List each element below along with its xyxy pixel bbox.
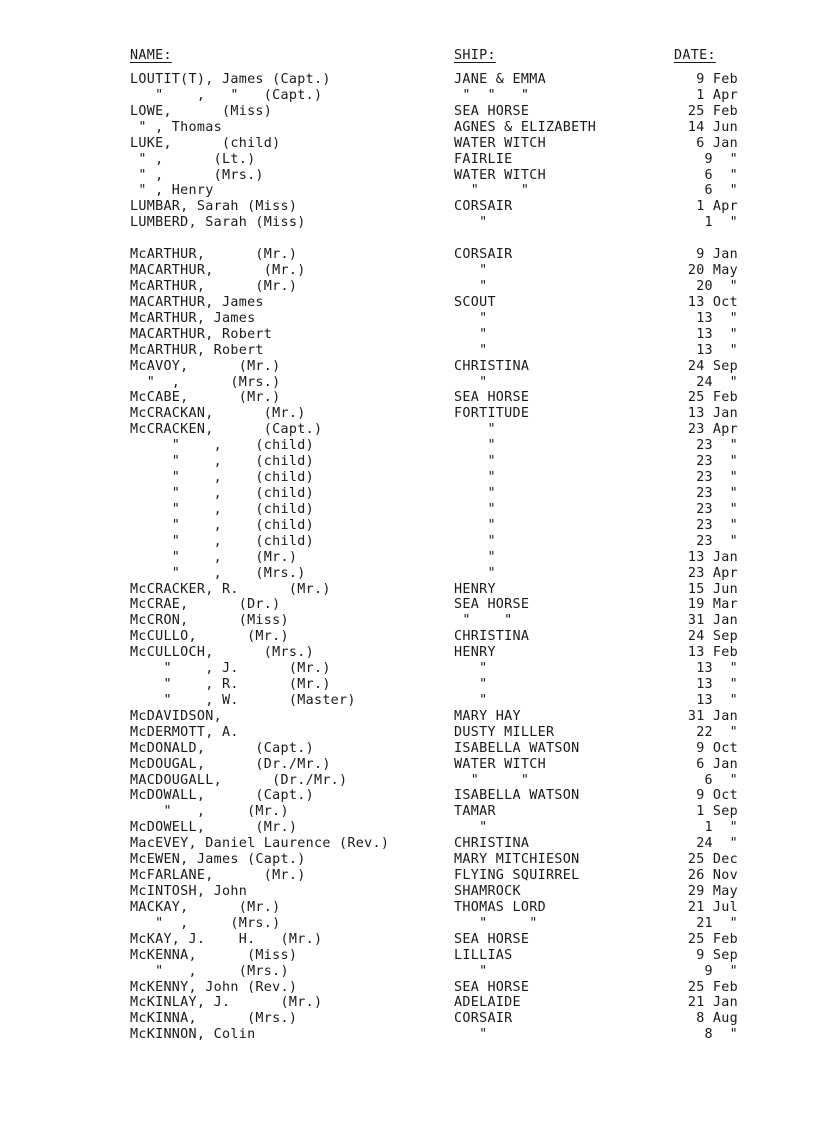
list-item bbox=[0, 486, 816, 502]
ship-name: " " bbox=[454, 915, 538, 931]
arrival-date: 26 Nov bbox=[687, 868, 738, 884]
list-item bbox=[0, 199, 816, 215]
ship-name: SEA HORSE bbox=[454, 390, 530, 406]
list-item bbox=[0, 741, 816, 757]
passenger-name: " , (child) bbox=[130, 438, 314, 454]
passenger-name: McDAVIDSON, bbox=[130, 708, 222, 724]
list-item bbox=[0, 693, 816, 709]
arrival-date: 24 Sep bbox=[687, 358, 738, 374]
passenger-name: McARTHUR, (Mr.) bbox=[130, 247, 298, 263]
passenger-name: McKINNON, Colin bbox=[130, 1027, 256, 1043]
ship-name: FORTITUDE bbox=[454, 406, 530, 422]
ship-name: " " " bbox=[454, 87, 530, 103]
passenger-list bbox=[0, 72, 816, 1043]
arrival-date: 13 Feb bbox=[687, 645, 738, 661]
list-item bbox=[0, 804, 816, 820]
passenger-name: McDONALD, (Capt.) bbox=[130, 740, 314, 756]
list-item bbox=[0, 295, 816, 311]
passenger-name: McARTHUR, James bbox=[130, 310, 256, 326]
arrival-date: 23 " bbox=[696, 454, 738, 470]
list-item bbox=[0, 279, 816, 295]
name-column-header: NAME: bbox=[130, 48, 172, 63]
arrival-date: 23 " bbox=[696, 501, 738, 517]
passenger-name: " , (Mrs.) bbox=[130, 915, 281, 931]
ship-name: " bbox=[454, 342, 488, 358]
arrival-date: 31 Jan bbox=[687, 708, 738, 724]
ship-name: " bbox=[454, 549, 496, 565]
ship-name: " bbox=[454, 501, 496, 517]
arrival-date: 20 " bbox=[696, 278, 738, 294]
arrival-date: 1 Sep bbox=[696, 804, 738, 820]
passenger-name: McKINNA, (Mrs.) bbox=[130, 1011, 298, 1027]
list-item bbox=[0, 1011, 816, 1027]
list-item bbox=[0, 152, 816, 168]
arrival-date: 9 Feb bbox=[696, 72, 738, 87]
list-item bbox=[0, 677, 816, 693]
list-item bbox=[0, 709, 816, 725]
ship-name: " bbox=[454, 661, 488, 677]
arrival-date: 13 Oct bbox=[687, 294, 738, 310]
arrival-date: 23 " bbox=[696, 485, 738, 501]
list-item bbox=[0, 375, 816, 391]
ship-name: ISABELLA WATSON bbox=[454, 740, 580, 756]
list-item bbox=[0, 613, 816, 629]
list-item bbox=[0, 582, 816, 598]
ship-name: " bbox=[454, 278, 488, 294]
passenger-name: " , " (Capt.) bbox=[130, 87, 323, 103]
arrival-date: 23 " bbox=[696, 533, 738, 549]
arrival-date: 9 Jan bbox=[696, 247, 738, 263]
arrival-date: 13 Jan bbox=[687, 549, 738, 565]
ship-name: SEA HORSE bbox=[454, 597, 530, 613]
arrival-date: 20 May bbox=[687, 263, 738, 279]
arrival-date: 13 " bbox=[696, 310, 738, 326]
passenger-name: MACARTHUR, Robert bbox=[130, 326, 273, 342]
passenger-name: MACDOUGALL, (Dr./Mr.) bbox=[130, 772, 348, 788]
list-item bbox=[0, 995, 816, 1011]
passenger-name: " , (Mr.) bbox=[130, 804, 289, 820]
passenger-name: McDERMOTT, A. bbox=[130, 724, 239, 740]
ship-name: " bbox=[454, 310, 488, 326]
list-item bbox=[0, 454, 816, 470]
passenger-name: McKINLAY, J. (Mr.) bbox=[130, 995, 323, 1011]
list-item bbox=[0, 343, 816, 359]
passenger-name: LUMBAR, Sarah (Miss) bbox=[130, 199, 298, 215]
list-item bbox=[0, 231, 816, 247]
list-item bbox=[0, 247, 816, 263]
ship-name: " bbox=[454, 517, 496, 533]
passenger-name: McKAY, J. H. (Mr.) bbox=[130, 931, 323, 947]
arrival-date: 6 Jan bbox=[696, 135, 738, 151]
passenger-name: " , R. (Mr.) bbox=[130, 677, 331, 693]
arrival-date: 13 Jan bbox=[687, 406, 738, 422]
ship-name: " " bbox=[454, 183, 530, 199]
list-item bbox=[0, 390, 816, 406]
list-item bbox=[0, 597, 816, 613]
list-item bbox=[0, 868, 816, 884]
ship-name: " " bbox=[454, 772, 530, 788]
ship-name: CORSAIR bbox=[454, 1011, 513, 1027]
ship-name: " bbox=[454, 422, 496, 438]
passenger-name: McCRACKAN, (Mr.) bbox=[130, 406, 306, 422]
arrival-date: 21 Jul bbox=[687, 899, 738, 915]
list-item bbox=[0, 183, 816, 199]
ship-name: THOMAS LORD bbox=[454, 899, 546, 915]
passenger-name: McCRACKER, R. (Mr.) bbox=[130, 581, 331, 597]
ship-name: FLYING SQUIRREL bbox=[454, 868, 580, 884]
arrival-date: 15 Jun bbox=[687, 581, 738, 597]
passenger-name: McCRACKEN, (Capt.) bbox=[130, 422, 323, 438]
ship-name: MARY MITCHIESON bbox=[454, 852, 580, 868]
ship-name: " bbox=[454, 438, 496, 454]
list-item bbox=[0, 661, 816, 677]
list-item bbox=[0, 168, 816, 184]
passenger-name: LUKE, (child) bbox=[130, 135, 281, 151]
passenger-name: McKENNY, John (Rev.) bbox=[130, 979, 298, 995]
arrival-date: 6 " bbox=[704, 183, 738, 199]
ship-name: SEA HORSE bbox=[454, 103, 530, 119]
passenger-name: McKENNA, (Miss) bbox=[130, 947, 298, 963]
arrival-date: 6 Jan bbox=[696, 756, 738, 772]
passenger-name: " , (child) bbox=[130, 470, 314, 486]
arrival-date: 9 Oct bbox=[696, 740, 738, 756]
passenger-name: LOUTIT(T), James (Capt.) bbox=[130, 72, 331, 87]
arrival-date: 13 " bbox=[696, 692, 738, 708]
ship-name: " bbox=[454, 454, 496, 470]
ship-name: " bbox=[454, 565, 496, 581]
ship-name: FAIRLIE bbox=[454, 151, 513, 167]
ship-name: WATER WITCH bbox=[454, 756, 546, 772]
passenger-name: " , (child) bbox=[130, 533, 314, 549]
list-item bbox=[0, 406, 816, 422]
passenger-name: " , Henry bbox=[130, 183, 214, 199]
date-column-header: DATE: bbox=[674, 48, 716, 63]
arrival-date: 21 " bbox=[696, 915, 738, 931]
passenger-name: McEWEN, James (Capt.) bbox=[130, 852, 306, 868]
list-item bbox=[0, 757, 816, 773]
passenger-name: McARTHUR, Robert bbox=[130, 342, 264, 358]
passenger-name: MacEVEY, Daniel Laurence (Rev.) bbox=[130, 836, 390, 852]
list-item bbox=[0, 534, 816, 550]
passenger-name: McDOWELL, (Mr.) bbox=[130, 820, 298, 836]
passenger-name: McCABE, (Mr.) bbox=[130, 390, 281, 406]
arrival-date: 13 " bbox=[696, 661, 738, 677]
ship-name: " bbox=[454, 326, 488, 342]
arrival-date: 25 Feb bbox=[687, 390, 738, 406]
arrival-date: 1 Apr bbox=[696, 87, 738, 103]
arrival-date: 14 Jun bbox=[687, 119, 738, 135]
passenger-name: " , (Lt.) bbox=[130, 151, 256, 167]
passenger-name: MACARTHUR, (Mr.) bbox=[130, 263, 306, 279]
list-item bbox=[0, 470, 816, 486]
list-item bbox=[0, 948, 816, 964]
passenger-name: McDOWALL, (Capt.) bbox=[130, 788, 314, 804]
ship-column-header: SHIP: bbox=[454, 48, 496, 63]
ship-name: LILLIAS bbox=[454, 947, 513, 963]
passenger-name: " , Thomas bbox=[130, 119, 222, 135]
list-item bbox=[0, 900, 816, 916]
arrival-date: 22 " bbox=[696, 724, 738, 740]
list-item bbox=[0, 725, 816, 741]
passenger-name: McAVOY, (Mr.) bbox=[130, 358, 281, 374]
list-item bbox=[0, 773, 816, 789]
list-item bbox=[0, 518, 816, 534]
list-item bbox=[0, 104, 816, 120]
list-item bbox=[0, 327, 816, 343]
passenger-name: McINTOSH, John bbox=[130, 884, 248, 900]
arrival-date: 24 " bbox=[696, 374, 738, 390]
passenger-name: " , (child) bbox=[130, 517, 314, 533]
ship-name: SCOUT bbox=[454, 294, 496, 310]
arrival-date: 25 Feb bbox=[687, 103, 738, 119]
ship-name: " bbox=[454, 470, 496, 486]
arrival-date: 9 Sep bbox=[696, 947, 738, 963]
ship-name: " " bbox=[454, 613, 513, 629]
arrival-date: 13 " bbox=[696, 326, 738, 342]
passenger-name: LUMBERD, Sarah (Miss) bbox=[130, 215, 306, 231]
passenger-name: McFARLANE, (Mr.) bbox=[130, 868, 306, 884]
ship-name: " bbox=[454, 215, 488, 231]
list-item bbox=[0, 629, 816, 645]
arrival-date: 23 " bbox=[696, 470, 738, 486]
arrival-date: 23 " bbox=[696, 517, 738, 533]
list-item bbox=[0, 820, 816, 836]
passenger-name: " , (child) bbox=[130, 454, 314, 470]
passenger-name: " , (Mrs.) bbox=[130, 374, 281, 390]
list-item bbox=[0, 980, 816, 996]
arrival-date: 9 " bbox=[704, 151, 738, 167]
list-item bbox=[0, 884, 816, 900]
arrival-date: 19 Mar bbox=[687, 597, 738, 613]
arrival-date: 23 Apr bbox=[687, 422, 738, 438]
ship-name: " bbox=[454, 820, 488, 836]
ship-name: " bbox=[454, 533, 496, 549]
passenger-name: " , (Mr.) bbox=[130, 549, 298, 565]
list-item bbox=[0, 566, 816, 582]
ship-name: ADELAIDE bbox=[454, 995, 521, 1011]
arrival-date: 25 Feb bbox=[687, 931, 738, 947]
list-item bbox=[0, 964, 816, 980]
arrival-date: 13 " bbox=[696, 342, 738, 358]
passenger-name: McDOUGAL, (Dr./Mr.) bbox=[130, 756, 331, 772]
list-item bbox=[0, 88, 816, 104]
ship-name: WATER WITCH bbox=[454, 135, 546, 151]
ship-name: CHRISTINA bbox=[454, 629, 530, 645]
arrival-date: 31 Jan bbox=[687, 613, 738, 629]
arrival-date: 13 " bbox=[696, 677, 738, 693]
ship-name: HENRY bbox=[454, 581, 496, 597]
ship-name: JANE & EMMA bbox=[454, 72, 546, 87]
ship-name: " bbox=[454, 263, 488, 279]
passenger-name: MACKAY, (Mr.) bbox=[130, 899, 281, 915]
arrival-date: 1 " bbox=[704, 215, 738, 231]
passenger-name: " , J. (Mr.) bbox=[130, 661, 331, 677]
arrival-date: 8 " bbox=[704, 1027, 738, 1043]
list-item bbox=[0, 836, 816, 852]
arrival-date: 23 " bbox=[696, 438, 738, 454]
ship-name: DUSTY MILLER bbox=[454, 724, 555, 740]
arrival-date: 1 Apr bbox=[696, 199, 738, 215]
passenger-name: McARTHUR, (Mr.) bbox=[130, 278, 298, 294]
list-item bbox=[0, 916, 816, 932]
list-item bbox=[0, 359, 816, 375]
arrival-date: 1 " bbox=[704, 820, 738, 836]
ship-name: CORSAIR bbox=[454, 199, 513, 215]
list-item bbox=[0, 788, 816, 804]
ship-name: WATER WITCH bbox=[454, 167, 546, 183]
list-item bbox=[0, 1027, 816, 1043]
ship-name: " bbox=[454, 1027, 488, 1043]
arrival-date: 25 Feb bbox=[687, 979, 738, 995]
ship-name: SEA HORSE bbox=[454, 931, 530, 947]
list-item bbox=[0, 438, 816, 454]
passenger-name: " , (Mrs.) bbox=[130, 565, 306, 581]
list-item bbox=[0, 120, 816, 136]
passenger-name: MACARTHUR, James bbox=[130, 294, 264, 310]
arrival-date: 9 " bbox=[704, 963, 738, 979]
passenger-name: " , (Mrs.) bbox=[130, 963, 289, 979]
arrival-date: 24 Sep bbox=[687, 629, 738, 645]
list-item bbox=[0, 263, 816, 279]
ship-name: ISABELLA WATSON bbox=[454, 788, 580, 804]
list-item bbox=[0, 422, 816, 438]
ship-name: " bbox=[454, 485, 496, 501]
ship-name: " bbox=[454, 963, 488, 979]
ship-name: " bbox=[454, 692, 488, 708]
arrival-date: 23 Apr bbox=[687, 565, 738, 581]
list-item bbox=[0, 72, 816, 88]
passenger-name: McCULLOCH, (Mrs.) bbox=[130, 645, 314, 661]
arrival-date: 9 Oct bbox=[696, 788, 738, 804]
list-item bbox=[0, 852, 816, 868]
ship-name: SEA HORSE bbox=[454, 979, 530, 995]
passenger-name: " , (child) bbox=[130, 485, 314, 501]
passenger-name: " , W. (Master) bbox=[130, 692, 356, 708]
ship-name: HENRY bbox=[454, 645, 496, 661]
passenger-name: McCRON, (Miss) bbox=[130, 613, 289, 629]
ship-name: CHRISTINA bbox=[454, 358, 530, 374]
list-item bbox=[0, 502, 816, 518]
list-item bbox=[0, 311, 816, 327]
list-item bbox=[0, 645, 816, 661]
passenger-name: " , (child) bbox=[130, 501, 314, 517]
ship-name: TAMAR bbox=[454, 804, 496, 820]
passenger-name: McCRAE, (Dr.) bbox=[130, 597, 281, 613]
ship-name: MARY HAY bbox=[454, 708, 521, 724]
ship-name: SHAMROCK bbox=[454, 884, 521, 900]
ship-name: " bbox=[454, 374, 488, 390]
list-item bbox=[0, 932, 816, 948]
passenger-name: LOWE, (Miss) bbox=[130, 103, 273, 119]
ship-name: AGNES & ELIZABETH bbox=[454, 119, 597, 135]
arrival-date: 21 Jan bbox=[687, 995, 738, 1011]
passenger-name: " , (Mrs.) bbox=[130, 167, 264, 183]
passenger-name: McCULLO, (Mr.) bbox=[130, 629, 289, 645]
list-item bbox=[0, 550, 816, 566]
arrival-date: 24 " bbox=[696, 836, 738, 852]
arrival-date: 8 Aug bbox=[696, 1011, 738, 1027]
ship-name: CORSAIR bbox=[454, 247, 513, 263]
arrival-date: 6 " bbox=[704, 167, 738, 183]
arrival-date: 25 Dec bbox=[687, 852, 738, 868]
arrival-date: 6 " bbox=[704, 772, 738, 788]
arrival-date: 29 May bbox=[687, 884, 738, 900]
ship-name: " bbox=[454, 677, 488, 693]
list-item bbox=[0, 136, 816, 152]
list-item bbox=[0, 215, 816, 231]
ship-name: CHRISTINA bbox=[454, 836, 530, 852]
